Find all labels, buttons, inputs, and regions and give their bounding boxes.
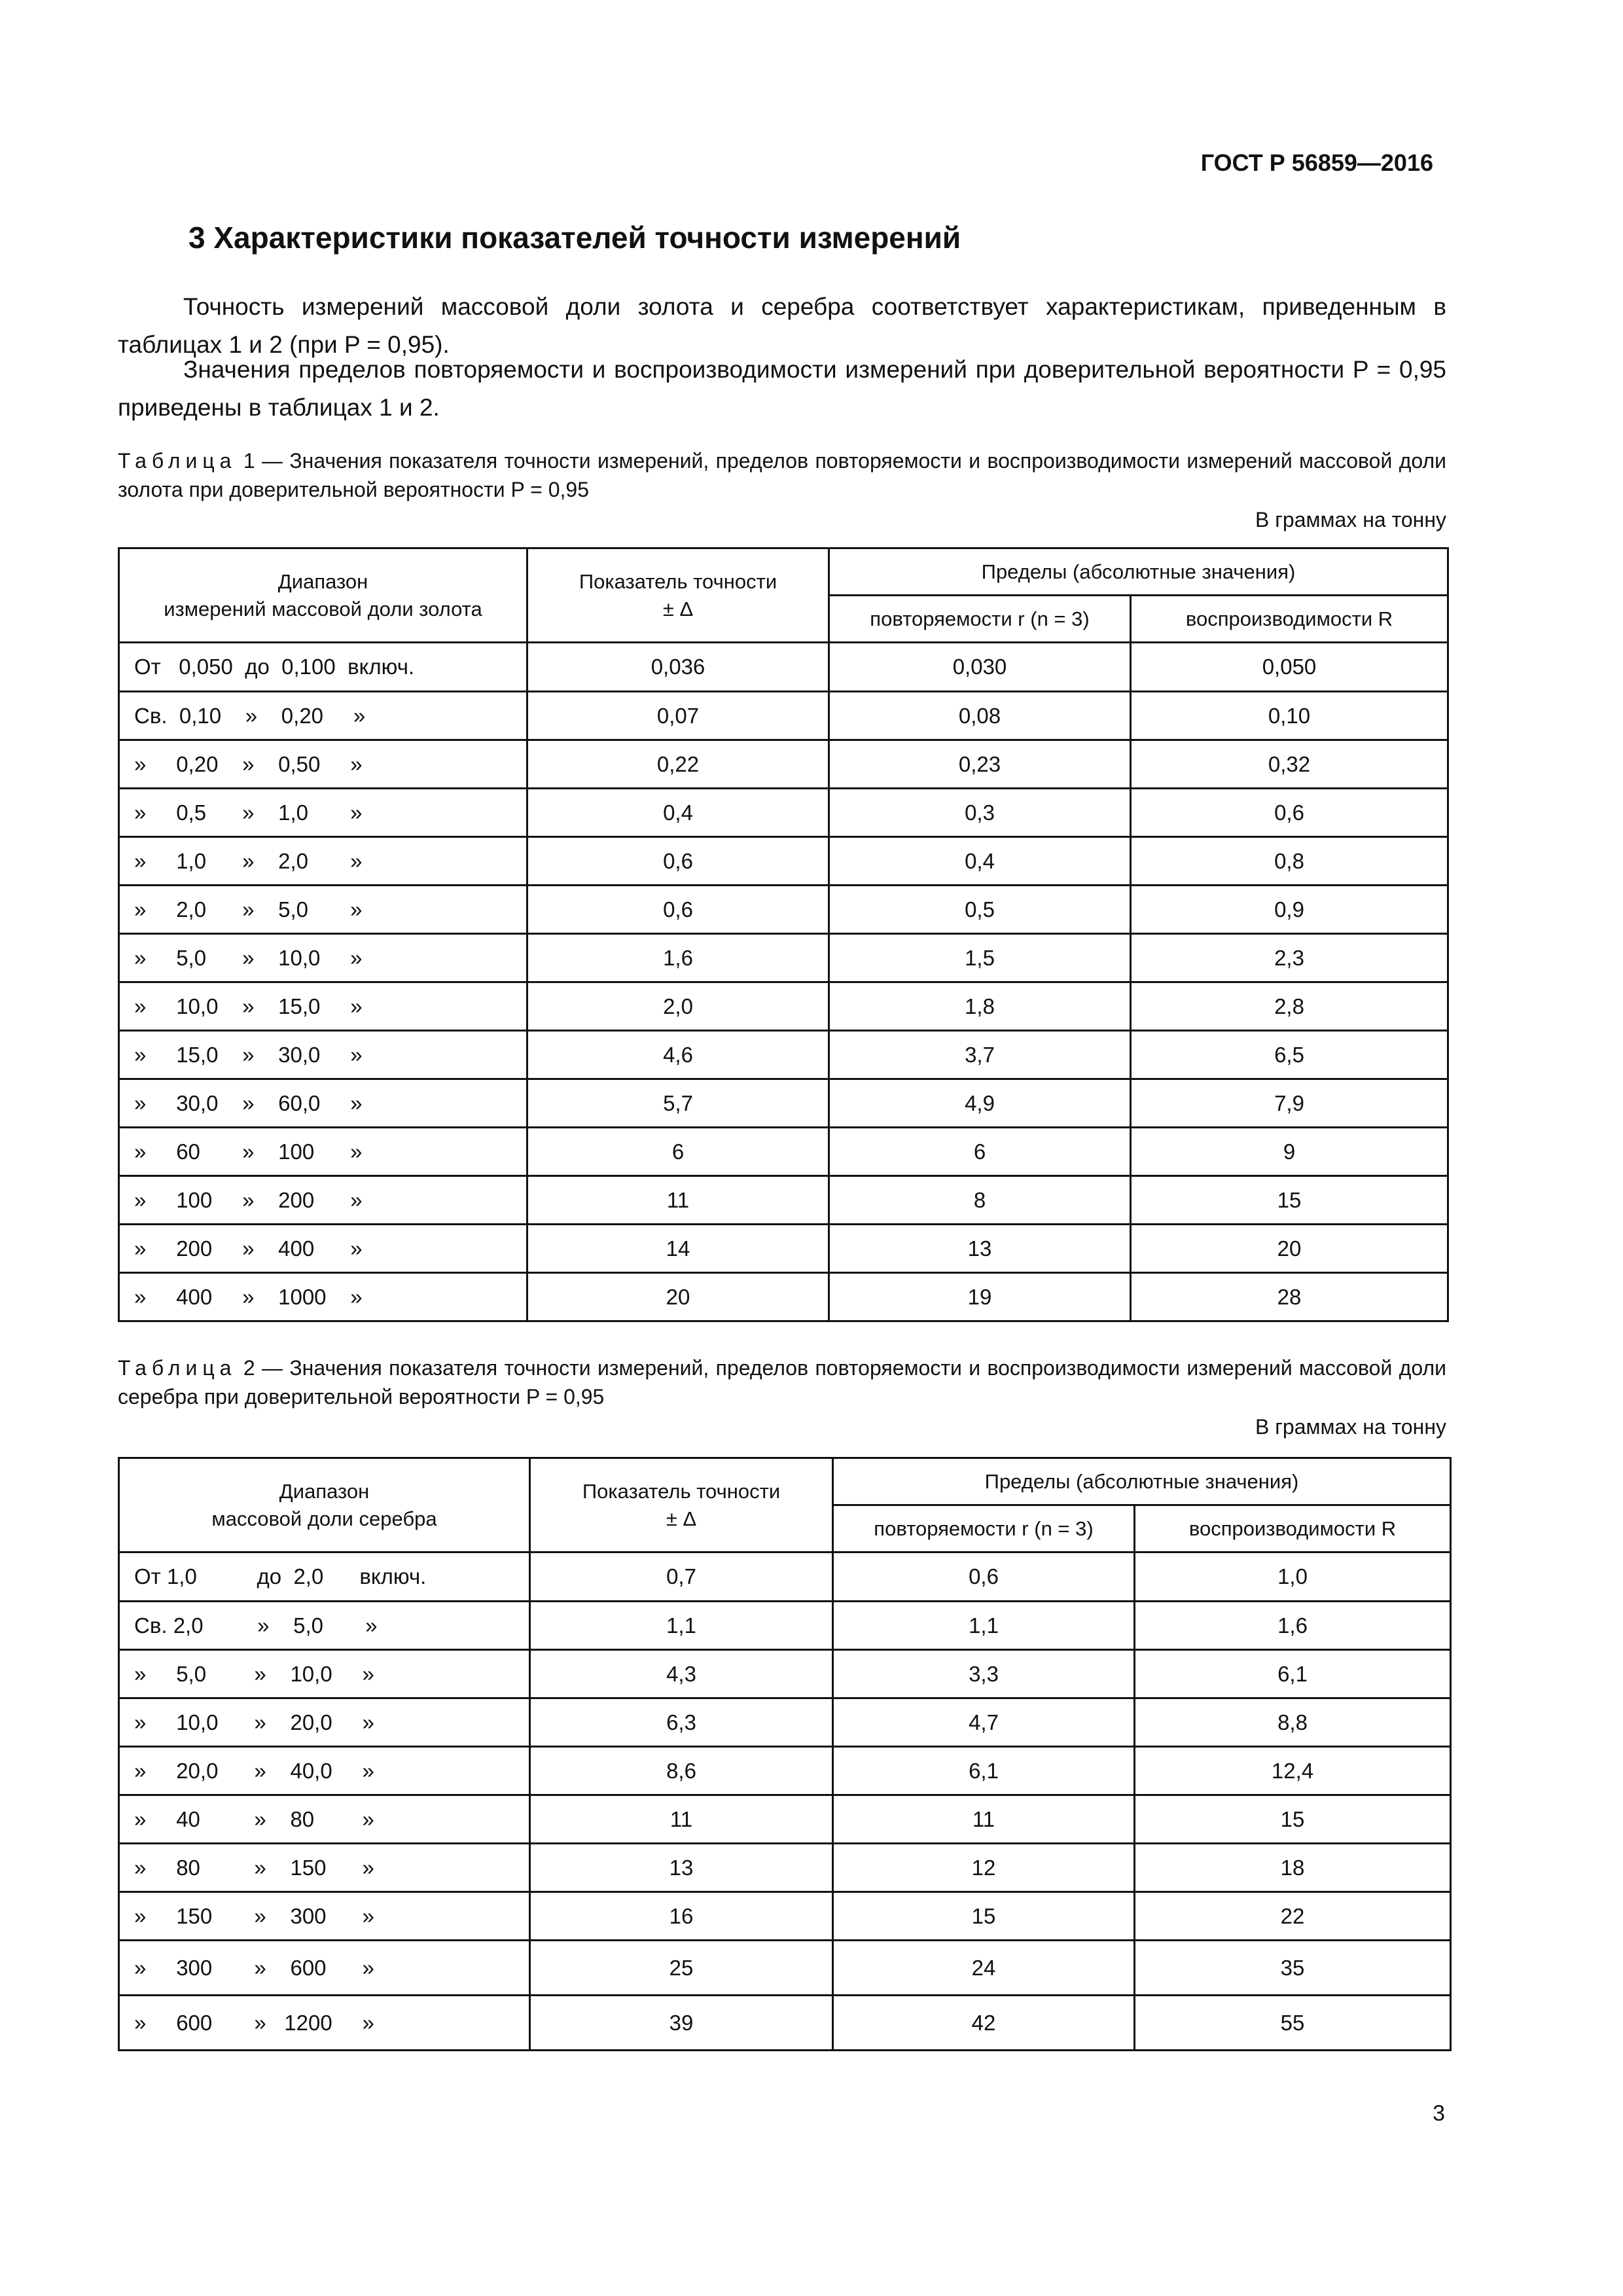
reproducibility-cell: 6,5 xyxy=(1131,1031,1448,1079)
accuracy-cell: 0,6 xyxy=(527,886,829,934)
table-row xyxy=(119,1795,1451,1844)
reproducibility-cell: 0,6 xyxy=(1131,789,1448,837)
repeatability-cell: 4,9 xyxy=(829,1079,1131,1128)
silver-accuracy-table xyxy=(118,1457,1452,2051)
repeatability-cell: 0,030 xyxy=(829,643,1131,692)
table-row xyxy=(119,1698,1451,1747)
repeatability-cell: 0,08 xyxy=(829,692,1131,740)
reproducibility-cell: 7,9 xyxy=(1131,1079,1448,1128)
range-cell: » 80 » 150 » xyxy=(119,1844,530,1892)
accuracy-cell: 0,6 xyxy=(527,837,829,886)
accuracy-cell: 0,4 xyxy=(527,789,829,837)
range-cell: » 400 » 1000 » xyxy=(119,1273,527,1321)
repeatability-cell: 0,23 xyxy=(829,740,1131,789)
table-row xyxy=(119,1941,1451,1996)
table-row xyxy=(119,1079,1448,1128)
reproducibility-cell: 18 xyxy=(1135,1844,1451,1892)
reproducibility-cell: 20 xyxy=(1131,1225,1448,1273)
reproducibility-cell: 2,8 xyxy=(1131,982,1448,1031)
page-number: 3 xyxy=(1433,2101,1445,2126)
reproducibility-cell: 1,0 xyxy=(1135,1552,1451,1602)
table-row xyxy=(119,886,1448,934)
repeatability-cell: 0,4 xyxy=(829,837,1131,886)
table-row xyxy=(119,1844,1451,1892)
header-range: Диапазон массовой доли серебра xyxy=(119,1458,530,1552)
accuracy-cell: 20 xyxy=(527,1273,829,1321)
repeatability-cell: 12 xyxy=(833,1844,1135,1892)
accuracy-cell: 8,6 xyxy=(530,1747,833,1795)
repeatability-cell: 19 xyxy=(829,1273,1131,1321)
reproducibility-cell: 0,10 xyxy=(1131,692,1448,740)
reproducibility-cell: 6,1 xyxy=(1135,1650,1451,1698)
repeatability-cell: 1,8 xyxy=(829,982,1131,1031)
header-repeatability: повторяемости r (n = 3) xyxy=(829,596,1131,643)
accuracy-cell: 4,3 xyxy=(530,1650,833,1698)
accuracy-cell: 39 xyxy=(530,1996,833,2051)
reproducibility-cell: 0,32 xyxy=(1131,740,1448,789)
table-row xyxy=(119,1031,1448,1079)
accuracy-cell: 4,6 xyxy=(527,1031,829,1079)
repeatability-cell: 0,6 xyxy=(833,1552,1135,1602)
repeatability-cell: 0,3 xyxy=(829,789,1131,837)
range-cell: » 200 » 400 » xyxy=(119,1225,527,1273)
range-cell: » 1,0 » 2,0 » xyxy=(119,837,527,886)
range-cell: » 0,5 » 1,0 » xyxy=(119,789,527,837)
repeatability-cell: 8 xyxy=(829,1176,1131,1225)
header-accuracy: Показатель точности ± Δ xyxy=(527,548,829,643)
table-row xyxy=(119,1273,1448,1321)
table-row xyxy=(119,982,1448,1031)
repeatability-cell: 0,5 xyxy=(829,886,1131,934)
table-row xyxy=(119,1996,1451,2051)
header-limits: Пределы (абсолютные значения) xyxy=(829,548,1448,596)
document-code: ГОСТ Р 56859—2016 xyxy=(1200,149,1433,176)
reproducibility-cell: 0,9 xyxy=(1131,886,1448,934)
table2-caption-text: 2 — Значения показателя точности измерений, пределов повторяемости и воспроизводимости измерений массовой доли серебра при доверительной вероятности P = 0,95 xyxy=(118,1356,1446,1408)
paragraph-limits: Значения пределов повторяемости и воспроизводимости измерений при доверительной вероятности P = 0,95 приведены в таблицах 1 и 2. xyxy=(118,356,1446,421)
range-cell: Св. 0,10 » 0,20 » xyxy=(119,692,527,740)
table-row xyxy=(119,740,1448,789)
table1-body xyxy=(119,643,1448,1321)
accuracy-cell: 14 xyxy=(527,1225,829,1273)
header-range: Диапазон измерений массовой доли золота xyxy=(119,548,527,643)
repeatability-cell: 6 xyxy=(829,1128,1131,1176)
reproducibility-cell: 15 xyxy=(1135,1795,1451,1844)
table-row xyxy=(119,789,1448,837)
repeatability-cell: 13 xyxy=(829,1225,1131,1273)
accuracy-cell: 0,7 xyxy=(530,1552,833,1602)
range-cell: » 300 » 600 » xyxy=(119,1941,530,1996)
table2-body xyxy=(119,1552,1451,2051)
accuracy-cell: 25 xyxy=(530,1941,833,1996)
table-row xyxy=(119,1225,1448,1273)
range-cell: » 100 » 200 » xyxy=(119,1176,527,1225)
accuracy-cell: 6 xyxy=(527,1128,829,1176)
range-cell: » 0,20 » 0,50 » xyxy=(119,740,527,789)
accuracy-cell: 0,036 xyxy=(527,643,829,692)
range-cell: » 20,0 » 40,0 » xyxy=(119,1747,530,1795)
table1-caption-text: 1 — Значения показателя точности измерений, пределов повторяемости и воспроизводимости измерений массовой доли золота при доверительной вероятности P = 0,95 xyxy=(118,449,1446,501)
repeatability-cell: 3,3 xyxy=(833,1650,1135,1698)
table-row xyxy=(119,1128,1448,1176)
table2-caption xyxy=(118,1354,1446,1411)
accuracy-cell: 1,6 xyxy=(527,934,829,982)
range-cell: От 0,050 до 0,100 включ. xyxy=(119,643,527,692)
reproducibility-cell: 15 xyxy=(1131,1176,1448,1225)
accuracy-cell: 11 xyxy=(530,1795,833,1844)
accuracy-cell: 5,7 xyxy=(527,1079,829,1128)
table-row xyxy=(119,1176,1448,1225)
table-row xyxy=(119,1552,1451,1602)
range-cell: » 40 » 80 » xyxy=(119,1795,530,1844)
range-cell: » 2,0 » 5,0 » xyxy=(119,886,527,934)
accuracy-cell: 0,22 xyxy=(527,740,829,789)
range-cell: » 10,0 » 15,0 » xyxy=(119,982,527,1031)
table-row xyxy=(119,692,1448,740)
table-row xyxy=(119,1602,1451,1650)
header-reproducibility: воспроизводимости R xyxy=(1131,596,1448,643)
gold-accuracy-table xyxy=(118,547,1449,1322)
range-cell: » 5,0 » 10,0 » xyxy=(119,1650,530,1698)
repeatability-cell: 15 xyxy=(833,1892,1135,1941)
repeatability-cell: 42 xyxy=(833,1996,1135,2051)
repeatability-cell: 11 xyxy=(833,1795,1135,1844)
repeatability-cell: 6,1 xyxy=(833,1747,1135,1795)
range-cell: » 5,0 » 10,0 » xyxy=(119,934,527,982)
table2-caption-label: Таблица xyxy=(118,1356,237,1380)
range-cell: От 1,0 до 2,0 включ. xyxy=(119,1552,530,1602)
accuracy-cell: 2,0 xyxy=(527,982,829,1031)
repeatability-cell: 3,7 xyxy=(829,1031,1131,1079)
reproducibility-cell: 22 xyxy=(1135,1892,1451,1941)
repeatability-cell: 4,7 xyxy=(833,1698,1135,1747)
reproducibility-cell: 1,6 xyxy=(1135,1602,1451,1650)
paragraph-accuracy: Точность измерений массовой доли золота и серебра соответствует характеристикам, приведенным в таблицах 1 и 2 (при P = 0,95). xyxy=(118,293,1446,358)
table1-unit: В граммах на тонну xyxy=(1255,508,1446,531)
reproducibility-cell: 55 xyxy=(1135,1996,1451,2051)
range-cell: » 600 » 1200 » xyxy=(119,1996,530,2051)
accuracy-cell: 6,3 xyxy=(530,1698,833,1747)
range-cell: » 60 » 100 » xyxy=(119,1128,527,1176)
reproducibility-cell: 0,8 xyxy=(1131,837,1448,886)
table-row xyxy=(119,1747,1451,1795)
header-reproducibility: воспроизводимости R xyxy=(1135,1505,1451,1552)
accuracy-cell: 1,1 xyxy=(530,1602,833,1650)
reproducibility-cell: 8,8 xyxy=(1135,1698,1451,1747)
range-cell: » 10,0 » 20,0 » xyxy=(119,1698,530,1747)
table-row xyxy=(119,643,1448,692)
range-cell: » 15,0 » 30,0 » xyxy=(119,1031,527,1079)
range-cell: » 30,0 » 60,0 » xyxy=(119,1079,527,1128)
table1-caption-label: Таблица xyxy=(118,449,237,473)
table1-caption xyxy=(118,446,1446,504)
reproducibility-cell: 0,050 xyxy=(1131,643,1448,692)
accuracy-cell: 11 xyxy=(527,1176,829,1225)
header-limits: Пределы (абсолютные значения) xyxy=(833,1458,1451,1505)
table-row xyxy=(119,1650,1451,1698)
accuracy-cell: 16 xyxy=(530,1892,833,1941)
reproducibility-cell: 35 xyxy=(1135,1941,1451,1996)
accuracy-cell: 13 xyxy=(530,1844,833,1892)
table-row xyxy=(119,837,1448,886)
reproducibility-cell: 28 xyxy=(1131,1273,1448,1321)
repeatability-cell: 1,5 xyxy=(829,934,1131,982)
repeatability-cell: 24 xyxy=(833,1941,1135,1996)
reproducibility-cell: 12,4 xyxy=(1135,1747,1451,1795)
table2-unit: В граммах на тонну xyxy=(1255,1415,1446,1439)
range-cell: » 150 » 300 » xyxy=(119,1892,530,1941)
header-accuracy: Показатель точности ± Δ xyxy=(530,1458,833,1552)
header-repeatability: повторяемости r (n = 3) xyxy=(833,1505,1135,1552)
section-title: 3 Характеристики показателей точности измерений xyxy=(188,221,961,255)
repeatability-cell: 1,1 xyxy=(833,1602,1135,1650)
range-cell: Св. 2,0 » 5,0 » xyxy=(119,1602,530,1650)
table-row xyxy=(119,1892,1451,1941)
reproducibility-cell: 9 xyxy=(1131,1128,1448,1176)
accuracy-cell: 0,07 xyxy=(527,692,829,740)
table-row xyxy=(119,934,1448,982)
reproducibility-cell: 2,3 xyxy=(1131,934,1448,982)
